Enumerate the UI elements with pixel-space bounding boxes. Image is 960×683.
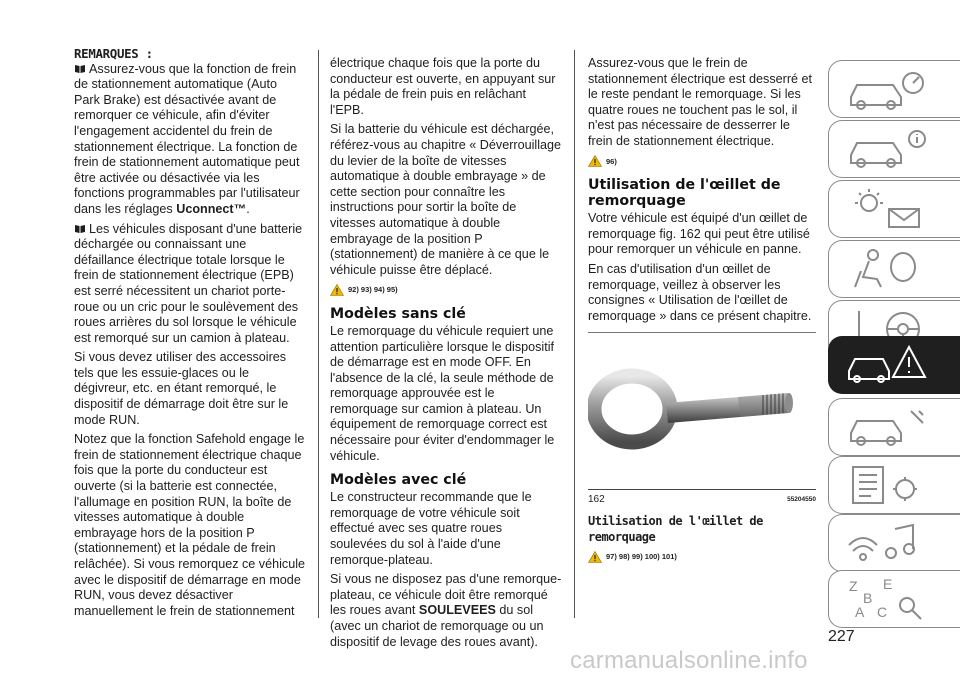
page-number: 227	[828, 628, 855, 645]
svg-text:Z: Z	[849, 578, 858, 594]
tab-car-info[interactable]	[828, 120, 960, 178]
figure-number: 162	[588, 494, 605, 506]
column-2	[330, 56, 562, 654]
dashboard-icon	[843, 67, 939, 111]
note-paragraph: Assurez-vous que la fonction de frein de stationnement automatique (Auto Park Brake) est désactivée avant de remorquer ce véhicule, afin d'éviter l'engagement accidentel du frein de stationnement électrique. La fonction de frein de stationnement automatique peut être activée ou désactivée via les fonctions programmables par l'utilisateur dans les réglages Uconnect™.	[74, 61, 300, 216]
tab-airbag[interactable]	[828, 240, 960, 298]
body-paragraph: Le remorquage du véhicule requiert une attention particulière lorsque le dispositif de démarrage est en mode OFF. En l'absence de la clé, la seule méthode de remorquage approuvée est le remorquage sur camion à plateau. Un équipement de remorquage correct est nécessaire pour éviter d'endommager le véhicule.	[330, 323, 555, 463]
warning-reference: 92) 93) 94) 95)	[330, 282, 562, 298]
tow-eye-illustration	[588, 337, 816, 487]
body-paragraph: En cas d'utilisation d'un œillet de remorquage, veillez à observer les consignes « Utilisation de l'œillet de remorquage » dans ce présent chapitre.	[588, 261, 812, 323]
section-heading: Modèles avec clé	[330, 472, 467, 489]
index-icon	[843, 577, 939, 621]
tow-eye-figure	[588, 337, 816, 487]
figure-code: 55204550	[787, 496, 816, 504]
figure-meta	[588, 492, 816, 508]
tab-specs[interactable]	[828, 456, 960, 514]
tab-multimedia[interactable]	[828, 514, 960, 572]
warning-icon	[588, 155, 602, 167]
warning-icon	[588, 551, 602, 563]
body-paragraph: Si vous ne disposez pas d'une remorque-plateau, ce véhicule doit être remorqué les roues avant SOULEVEES du sol (avec un chariot de remorquage ou un dispositif de levage des roues avant).	[330, 572, 562, 649]
body-paragraph: Le constructeur recommande que le remorquage de votre véhicule soit effectué avec ses quatre roues soulevées du sol à l'aide d'une remorque-plateau.	[330, 490, 532, 567]
svg-text:B: B	[863, 590, 873, 606]
watermark-text: carmanualsonline.info	[570, 647, 808, 674]
tab-lights-mail[interactable]	[828, 180, 960, 238]
body-paragraph: Si vous devez utiliser des accessoires tels que les essuie-glaces ou le dégivreur, etc. en étant remorqué, le dispositif de démarrage doit être sur le mode RUN.	[74, 350, 289, 427]
tab-index[interactable]	[828, 570, 960, 628]
lights-mail-icon	[843, 187, 939, 231]
column-1	[74, 46, 306, 623]
book-icon	[74, 224, 86, 234]
note-paragraph: Les véhicules disposant d'une batterie déchargée ou connaissant une défaillance électrique totale lorsque le frein de stationnement électrique (EPB) est serré nécessitent un chariot porte-roue ou un cric pour le soulèvement des roues arrières du sol lorsque le véhicule est remorqué sur un camion à plateau.	[74, 221, 303, 345]
warning-icon	[330, 284, 344, 296]
svg-text:C: C	[877, 604, 888, 620]
svg-text:E: E	[883, 577, 893, 592]
specs-icon	[843, 463, 939, 507]
tab-service[interactable]	[828, 398, 960, 456]
emergency-icon	[843, 343, 939, 387]
body-paragraph: Assurez-vous que le frein de stationnement électrique est desserré et le reste pendant le remorquage. Si les quatre roues ne touchent pas le sol, il n'est pas nécessaire de desserrer le frein de stationnement électrique.	[588, 56, 813, 148]
remarques-title: REMARQUES :	[74, 46, 153, 61]
service-icon	[843, 405, 939, 449]
airbag-icon	[843, 247, 939, 291]
figure-top-rule	[588, 332, 816, 333]
figure-bottom-rule	[588, 489, 816, 490]
column-3	[588, 56, 816, 573]
tab-emergency[interactable]	[828, 336, 960, 394]
body-paragraph: Notez que la fonction Safehold engage le frein de stationnement électrique chaque fois que la porte du conducteur est ouverte (si la batterie est connectée, l'allumage en position RUN, la boîte de vitesses automatique à double embrayage hors de la position P (stationnement) et la pédale de frein relâchée). Si vous remorquez ce véhicule avec le dispositif de démarrage en mode RUN, vous devez désactiver manuellement le frein de stationnement	[74, 432, 305, 618]
warning-reference: 96)	[588, 154, 816, 170]
section-heading: Utilisation de l'œillet de remorquage	[588, 177, 781, 210]
figure-caption: Utilisation de l'œillet de remorquage	[588, 513, 763, 544]
body-paragraph: Si la batterie du véhicule est déchargée, référez-vous au chapitre « Déverrouillage du levier de la boîte de vitesses automatique à double embrayage » de cette section pour connaître les instructions pour sortir la boîte de vitesses automatique à double embrayage de la position P (stationnement) de manière à ce que le véhicule puisse être déplacé.	[330, 122, 562, 277]
body-paragraph: Votre véhicule est équipé d'un œillet de remorquage fig. 162 qui peut être utilisé pour remorquer un véhicule en panne.	[588, 211, 810, 257]
warning-reference: 97) 98) 99) 100) 101)	[588, 549, 816, 565]
tab-dashboard[interactable]	[828, 60, 960, 118]
body-paragraph: électrique chaque fois que la porte du conducteur est ouverte, en appuyant sur la pédale de frein puis en relâchant l'EPB.	[330, 56, 556, 117]
car-info-icon	[843, 127, 939, 171]
book-icon	[74, 64, 86, 74]
column-divider	[318, 50, 319, 618]
svg-text:A: A	[855, 604, 865, 620]
section-heading: Modèles sans clé	[330, 305, 466, 322]
column-divider	[574, 50, 575, 618]
multimedia-icon	[843, 521, 939, 565]
